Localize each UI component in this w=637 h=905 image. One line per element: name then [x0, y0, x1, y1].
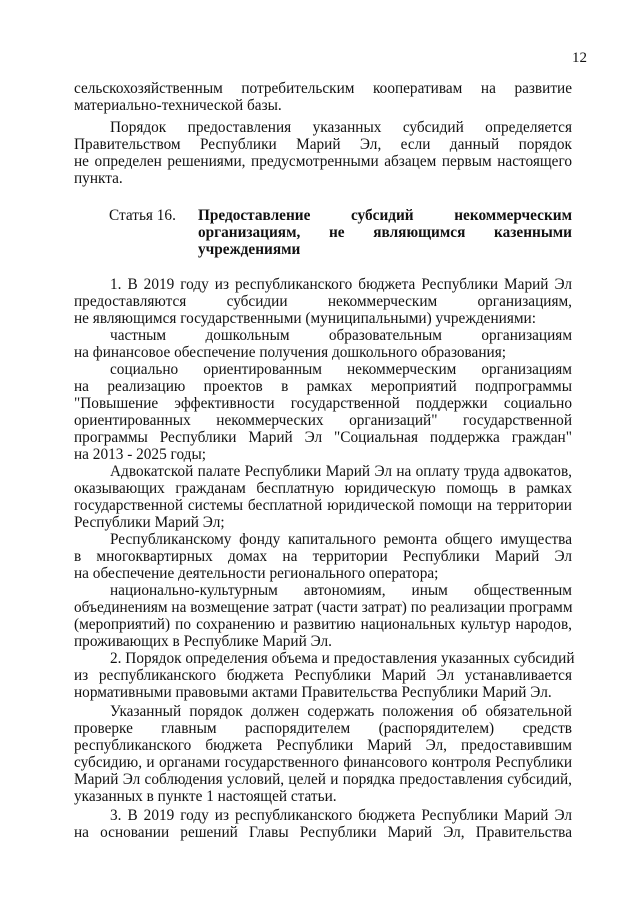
- body-line: Республиканскому фонду капитального ремонта общего имущества: [110, 531, 572, 548]
- body-line: 2. Порядок определения объема и предоставления указанных субсидий: [110, 650, 575, 667]
- body-line: Правительством Республики Марий Эл, если данный порядок: [74, 136, 572, 153]
- body-line: оказывающих гражданам бесплатную юридическую помощь в рамках: [74, 480, 572, 497]
- body-line: частным дошкольным образовательным организациям: [110, 327, 572, 344]
- body-line: Республики Марий Эл;: [74, 514, 225, 531]
- body-line: (мероприятий) по сохранению и развитию национальных культур народов,: [74, 616, 572, 633]
- body-line: из республиканского бюджета Республики Марий Эл устанавливается: [74, 667, 572, 684]
- body-line: Указанный порядок должен содержать положения об обязательной: [110, 703, 572, 720]
- page-number: 12: [572, 50, 587, 66]
- article-title-line: Предоставление субсидий некоммерческим: [198, 207, 572, 224]
- body-line: не определен решениями, предусмотренными абзацем первым настоящего: [74, 153, 572, 170]
- body-line: программы Республики Марий Эл "Социальная поддержка граждан": [74, 429, 572, 446]
- body-line: указанных в пункте 1 настоящей статьи.: [74, 788, 337, 805]
- body-line: на финансовое обеспечение получения дошкольного образования;: [74, 344, 507, 361]
- body-line: проживающих в Республике Марий Эл.: [74, 633, 332, 650]
- article-title-line: учреждениями: [198, 241, 301, 258]
- body-line: в многоквартирных домах на территории Республики Марий Эл: [74, 548, 572, 565]
- body-line: социально ориентированным некоммерческим организациям: [110, 361, 572, 378]
- body-line: национально-культурным автономиям, иным общественным: [110, 582, 572, 599]
- body-line: субсидию, и органами государственного финансового контроля Республики: [74, 754, 572, 771]
- body-line: "Повышение эффективности государственной поддержки социально: [74, 395, 572, 412]
- body-line: 3. В 2019 году из республиканского бюджета Республики Марий Эл: [110, 807, 572, 824]
- body-line: Порядок предоставления указанных субсидий определяется: [110, 119, 572, 136]
- body-line: нормативными правовыми актами Правительства Республики Марий Эл.: [74, 684, 552, 701]
- body-line: на обеспечение деятельности регионального оператора;: [74, 565, 439, 582]
- body-line: не являющимся государственными (муниципальными) учреждениями:: [74, 310, 536, 327]
- body-line: республиканского бюджета Республики Марий Эл, предоставившим: [74, 737, 572, 754]
- body-line: на 2013 - 2025 годы;: [74, 446, 206, 463]
- body-line: 1. В 2019 году из республиканского бюджета Республики Марий Эл: [110, 276, 572, 293]
- body-line: объединениям на возмещение затрат (части затрат) по реализации программ: [74, 599, 573, 616]
- body-line: сельскохозяйственным потребительским кооперативам на развитие: [74, 80, 572, 97]
- body-line: пункта.: [74, 170, 123, 187]
- body-line: предоставляются субсидии некоммерческим организациям,: [74, 293, 572, 310]
- body-line: Адвокатской палате Республики Марий Эл на оплату труда адвокатов,: [110, 463, 572, 480]
- body-line: проверке главным распорядителем (распорядителем) средств: [74, 720, 572, 737]
- body-line: Марий Эл соблюдения условий, целей и порядка предоставления субсидий,: [74, 771, 572, 788]
- article-title-line: организациям, не являющимся казенными: [198, 224, 572, 241]
- body-line: государственной системы бесплатной юридической помощи на территории: [74, 497, 572, 514]
- body-line: материально-технической базы.: [74, 97, 282, 114]
- body-line: ориентированных некоммерческих организаций" государственной: [74, 412, 572, 429]
- body-line: на основании решений Главы Республики Марий Эл, Правительства: [74, 824, 572, 841]
- body-line: на реализацию проектов в рамках мероприятий подпрограммы: [74, 378, 572, 395]
- article-label: Статья 16.: [109, 207, 176, 224]
